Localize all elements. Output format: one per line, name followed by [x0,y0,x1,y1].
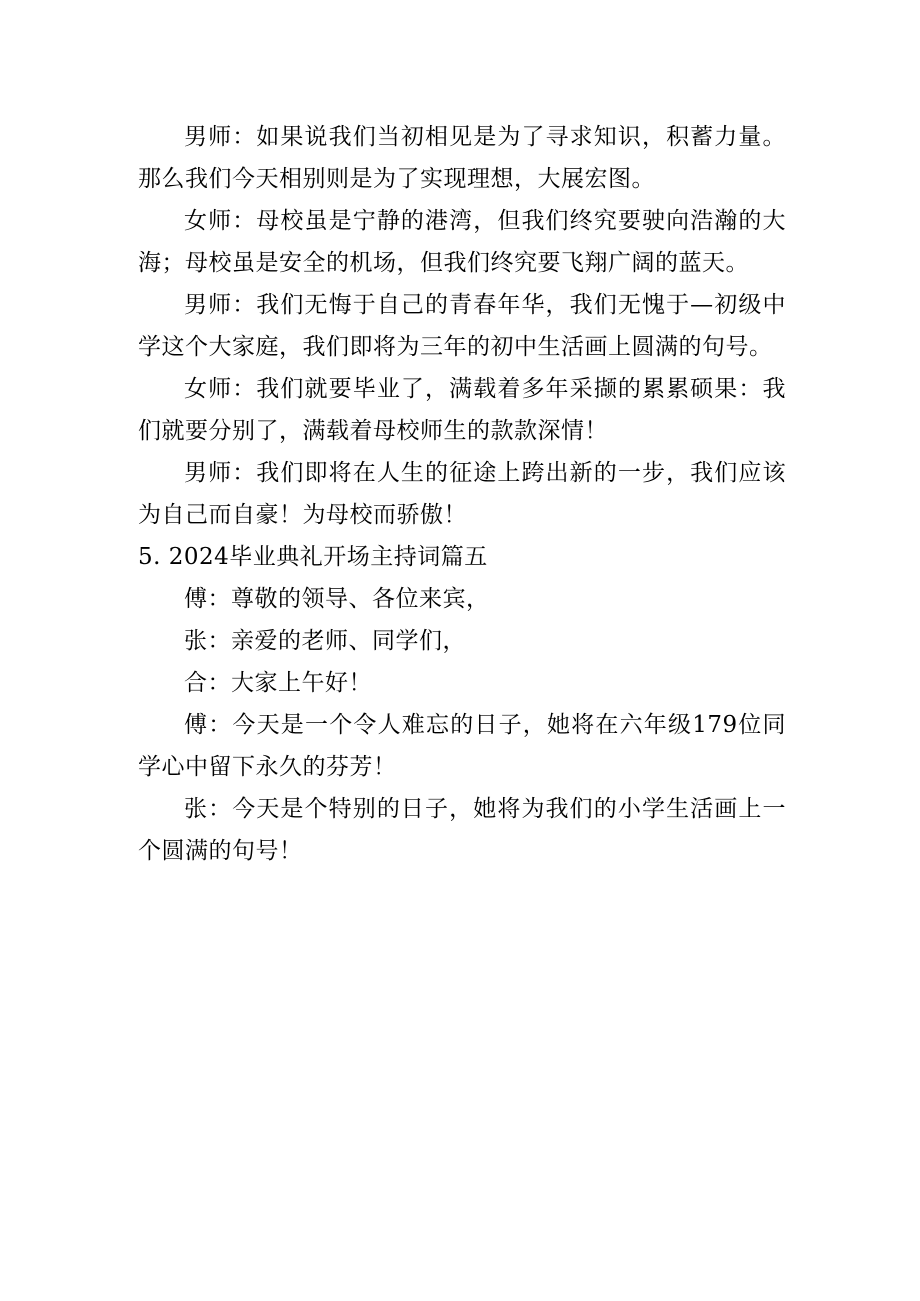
paragraph-zhang-2: 张：今天是个特别的日子，她将为我们的小学生活画上一个圆满的句号！ [138,796,786,864]
paragraph-male-teacher-2: 男师：我们无悔于自己的青春年华，我们无愧于—初级中学这个大家庭，我们即将为三年的初中生活画上圆满的句号。 [138,292,786,360]
paragraph-together: 合：大家上午好！ [184,670,372,696]
paragraph-fu-1: 傅：尊敬的领导、各位来宾， [184,586,490,612]
paragraph-male-teacher-1: 男师：如果说我们当初相见是为了寻求知识，积蓄力量。那么我们今天相别则是为了实现理想，大展宏图。 [138,124,786,192]
paragraph-male-teacher-3: 男师：我们即将在人生的征途上跨出新的一步，我们应该为自己而自豪！为母校而骄傲！ [138,460,786,528]
paragraph-female-teacher-2: 女师：我们就要毕业了，满载着多年采撷的累累硕果：我们就要分别了，满载着母校师生的款款深情！ [138,376,786,444]
paragraph-zhang-1: 张：亲爱的老师、同学们， [184,628,466,654]
paragraph-female-teacher-1: 女师：母校虽是宁静的港湾，但我们终究要驶向浩瀚的大海；母校虽是安全的机场，但我们终究要飞翔广阔的蓝天。 [138,208,786,276]
section-heading: 5. 2024毕业典礼开场主持词篇五 [138,544,488,570]
document-body [138,116,786,872]
paragraph-fu-2: 傅：今天是一个令人难忘的日子，她将在六年级179位同学心中留下永久的芬芳！ [138,712,786,780]
